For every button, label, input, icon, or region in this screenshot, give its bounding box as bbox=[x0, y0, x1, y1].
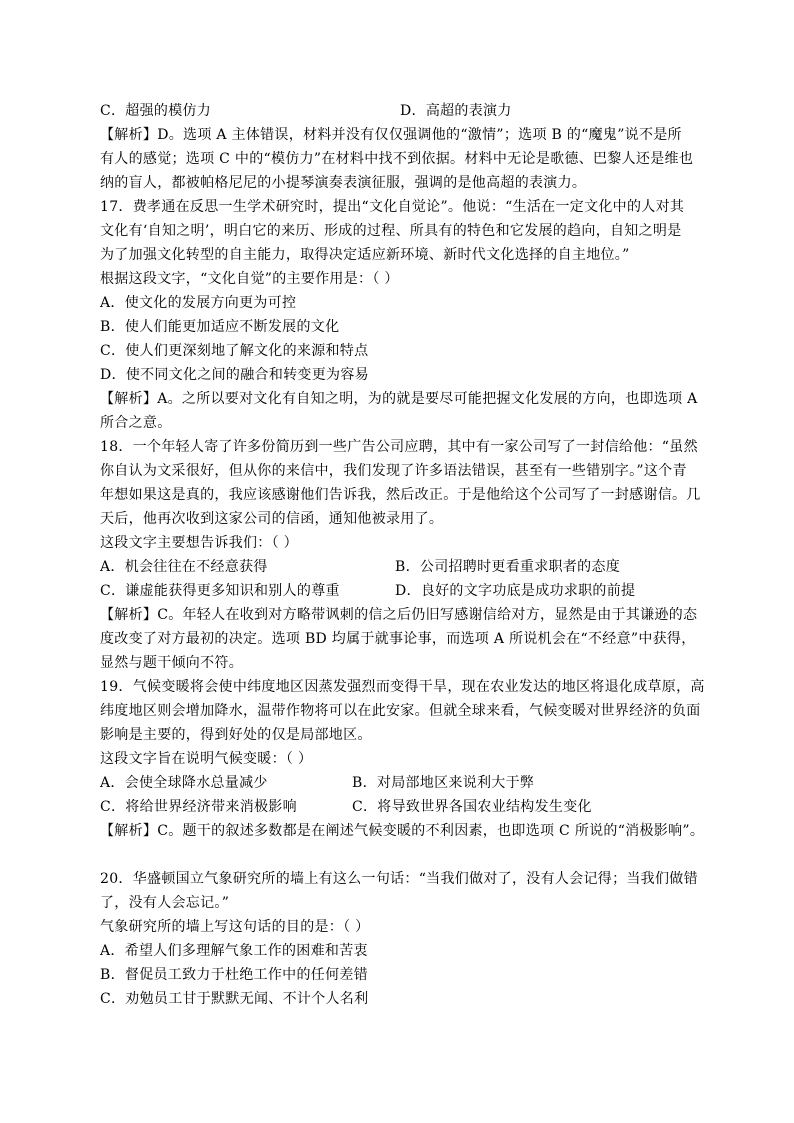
q17-option-c: C．使人们更深刻地了解文化的来源和特点 bbox=[100, 343, 369, 359]
q19-analysis: 【解析】C。题干的叙述多数都是在阐述气候变暖的不利因素，也即选项 C 所说的“消极影响”。 bbox=[100, 823, 705, 839]
q20-question: 气象研究所的墙上写这句话的目的是：（ ） bbox=[100, 919, 370, 935]
q17-stem-line: 文化有‘自知之明’，明白它的来历、形成的过程、所具有的特色和它发展的趋向，自知之明是 bbox=[100, 223, 682, 239]
q18-stem-line: 年想如果这是真的，我应该感谢他们告诉我，然后改正。于是他给这个公司写了一封感谢信。几 bbox=[100, 487, 701, 503]
q17-stem-line: 17．费孝通在反思一生学术研究时，提出“文化自觉论”。他说：“生活在一定文化中的人对其 bbox=[100, 199, 685, 215]
q17-option-a: A．使文化的发展方向更为可控 bbox=[100, 295, 297, 311]
q18-analysis-line: 度改变了对方最初的决定。选项 BD 均属于就事论事，而选项 A 所说机会在“不经意”中获得， bbox=[100, 631, 696, 647]
q18-option-c: C．谦虚能获得更多知识和别人的尊重 bbox=[100, 583, 340, 599]
q16-analysis-line: 有人的感觉；选项 C 中的“模仿力”在材料中找不到依据。材料中无论是歌德、巴黎人还是维也 bbox=[100, 151, 694, 167]
q20-option-b: B．督促员工致力于杜绝工作中的任何差错 bbox=[100, 967, 368, 983]
q20-stem-line: 20．华盛顿国立气象研究所的墙上有这么一句话：“当我们做对了，没有人会记得；当我们做错 bbox=[100, 871, 698, 887]
q18-analysis-line: 【解析】C。年轻人在收到对方略带讽刺的信之后仍旧写感谢信给对方，显然是由于其谦逊的态 bbox=[100, 607, 698, 623]
q18-option-a: A．机会往往在不经意获得 bbox=[100, 559, 268, 575]
q18-analysis-line: 显然与题干倾向不符。 bbox=[100, 655, 243, 671]
q17-question: 根据这段文字，“文化自觉”的主要作用是：（ ） bbox=[100, 271, 399, 287]
q18-stem-line: 天后，他再次收到这家公司的信函，通知他被录用了。 bbox=[100, 511, 444, 527]
q20-option-c: C．劝勉员工甘于默默无闻、不计个人名利 bbox=[100, 991, 369, 1007]
q17-analysis-line: 所合之意。 bbox=[100, 415, 172, 431]
q19-stem-line: 影响是主要的，得到好处的仅是局部地区。 bbox=[100, 727, 372, 743]
q20-stem-line: 了，没有人会忘记。” bbox=[100, 895, 230, 911]
q16-option-c: C．超强的模仿力 bbox=[100, 103, 212, 119]
q16-analysis-line: 【解析】D。选项 A 主体错误，材料并没有仅仅强调他的“激情”；选项 B 的“魔鬼”说不是所 bbox=[100, 127, 682, 143]
q16-option-d: D．高超的表演力 bbox=[400, 103, 512, 119]
q20-option-a: A．希望人们多理解气象工作的困难和苦衷 bbox=[100, 943, 368, 959]
q17-stem-line: 为了加强文化转型的自主能力，取得决定适应新环境、新时代文化选择的自主地位。” bbox=[100, 247, 630, 263]
q17-option-b: B．使人们能更加适应不断发展的文化 bbox=[100, 319, 340, 335]
q19-stem-line: 纬度地区则会增加降水，温带作物将可以在此安家。但就全球来看，气候变暖对世界经济的负面 bbox=[100, 703, 701, 719]
q16-analysis-line: 纳的盲人，都被帕格尼尼的小提琴演奏表演征服，强调的是他高超的表演力。 bbox=[100, 175, 587, 191]
q17-analysis-line: 【解析】A。之所以要对文化有自知之明，为的就是要尽可能把握文化发展的方向，也即选项 A bbox=[100, 391, 698, 407]
q18-stem-line: 18．一个年轻人寄了许多份简历到一些广告公司应聘，其中有一家公司写了一封信给他：“虽然 bbox=[100, 439, 698, 455]
q18-stem-line: 你自认为文采很好，但从你的来信中，我们发现了许多语法错误，甚至有一些错别字。”这个青 bbox=[100, 463, 687, 479]
q18-question: 这段文字主要想告诉我们：（ ） bbox=[100, 535, 298, 551]
q19-option-a: A．会使全球降水总量减少 bbox=[100, 775, 268, 791]
q19-question: 这段文字旨在说明气候变暖：（ ） bbox=[100, 751, 313, 767]
q17-option-d: D．使不同文化之间的融合和转变更为容易 bbox=[100, 367, 369, 383]
q19-stem-line: 19．气候变暖将会使中纬度地区因蒸发强烈而变得干旱，现在农业发达的地区将退化成草原，高 bbox=[100, 679, 705, 695]
q19-option-b: B．对局部地区来说利大于弊 bbox=[352, 775, 535, 791]
q18-option-b: B．公司招聘时更看重求职者的态度 bbox=[395, 559, 621, 575]
q19-option-c: C．将给世界经济带来消极影响 bbox=[100, 799, 297, 815]
q19-option-d: C．将导致世界各国农业结构发生变化 bbox=[352, 799, 592, 815]
q18-option-d: D．良好的文字功底是成功求职的前提 bbox=[395, 583, 636, 599]
